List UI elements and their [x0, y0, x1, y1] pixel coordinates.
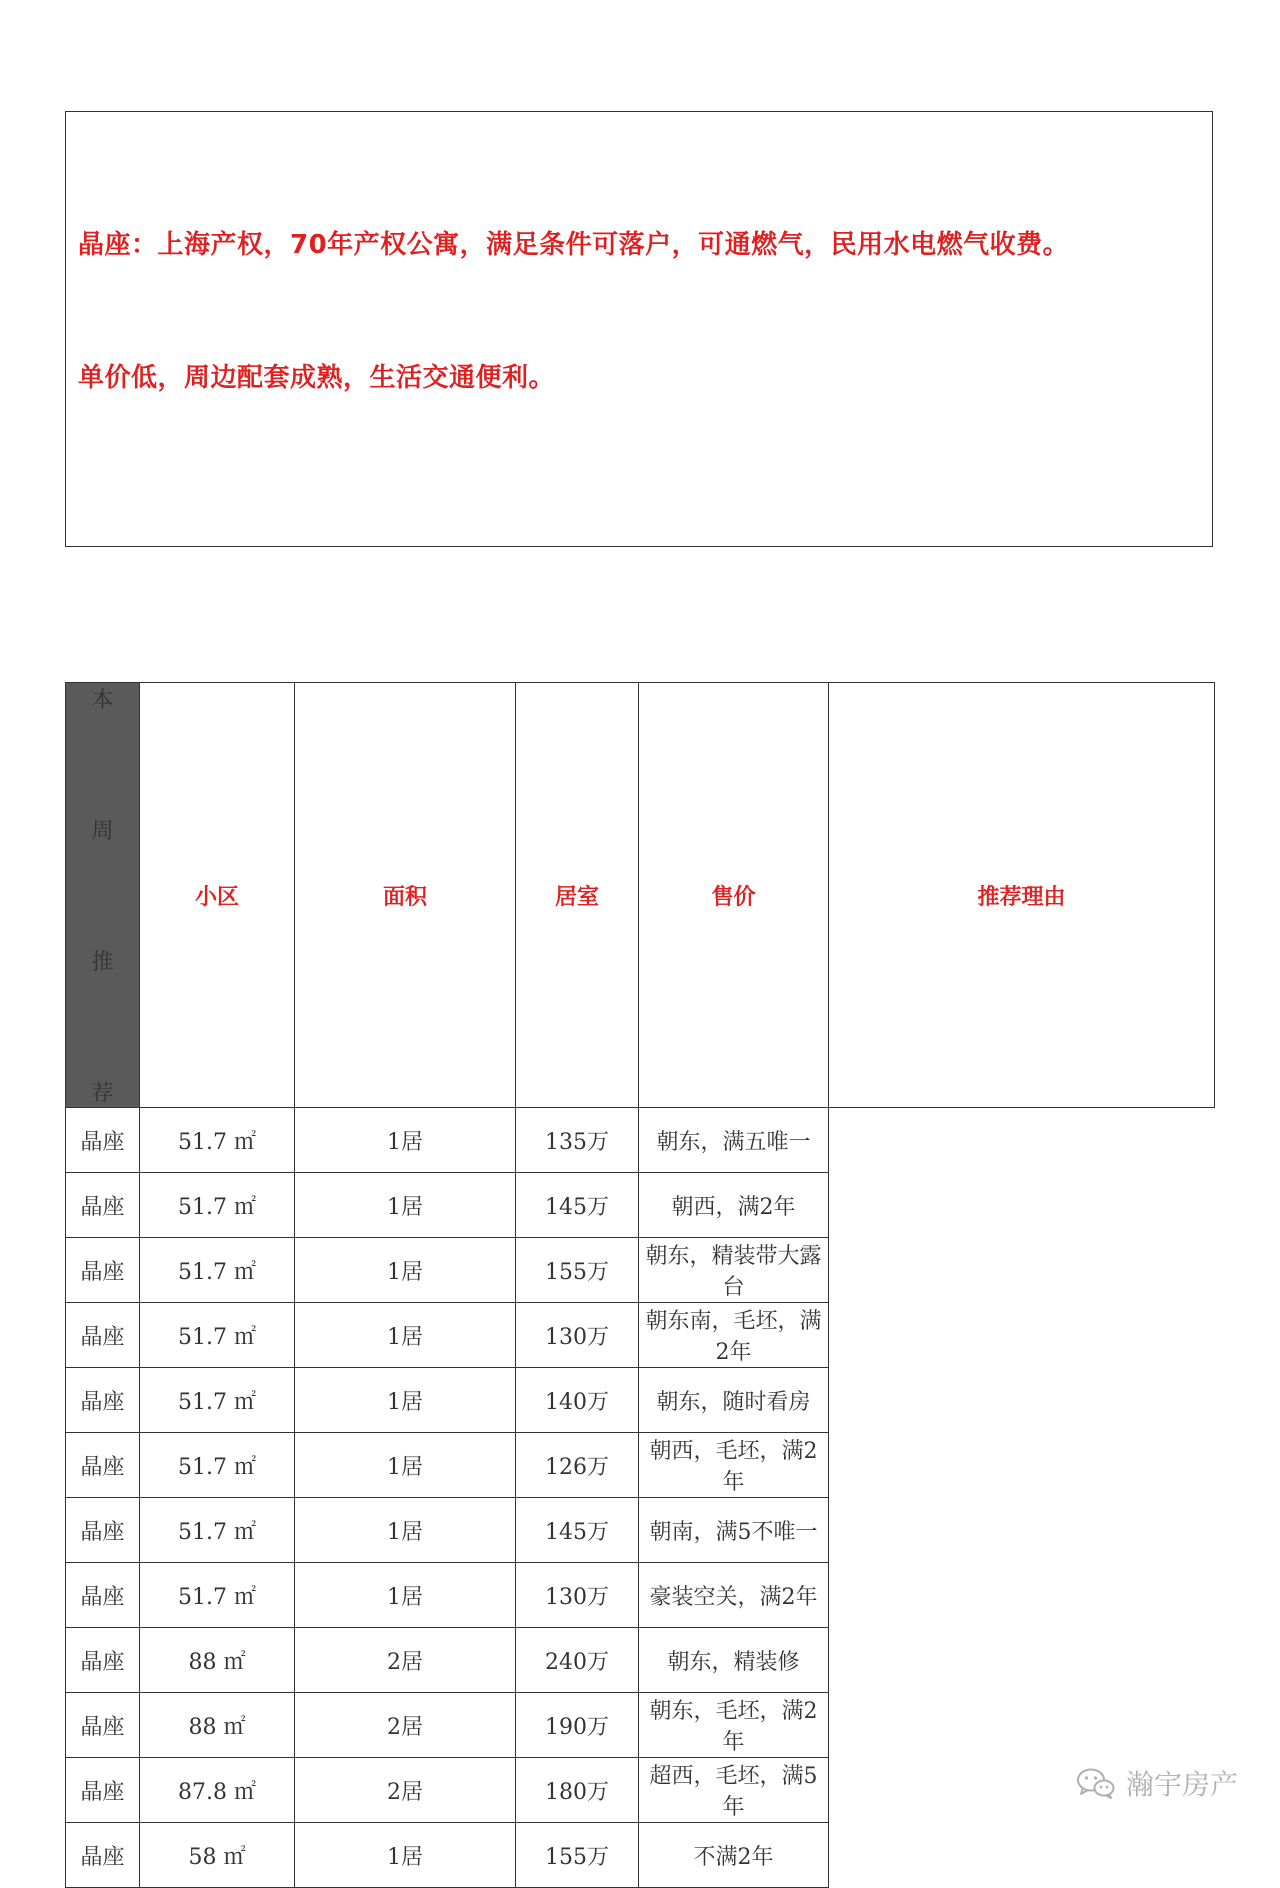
table-row — [66, 1758, 1215, 1823]
header-community: 小区 — [140, 683, 295, 1108]
cell-community: 晶座 — [66, 1173, 140, 1238]
cell-reason: 朝西，毛坯，满2年 — [639, 1433, 829, 1498]
side-label-char: 推 — [91, 950, 114, 975]
side-label-char: 本 — [91, 688, 114, 713]
cell-area: 51.7 ㎡ — [140, 1108, 295, 1173]
cell-area: 88 ㎡ — [140, 1693, 295, 1758]
table-row — [66, 1303, 1215, 1368]
cell-community: 晶座 — [66, 1368, 140, 1433]
watermark — [1076, 1763, 1238, 1803]
cell-rooms: 1居 — [295, 1303, 516, 1368]
cell-price: 145万 — [516, 1173, 639, 1238]
cell-rooms: 1居 — [295, 1498, 516, 1563]
listing-table — [65, 682, 1215, 1888]
cell-price: 155万 — [516, 1823, 639, 1888]
cell-reason: 不满2年 — [639, 1823, 829, 1888]
cell-community: 晶座 — [66, 1108, 140, 1173]
cell-area: 51.7 ㎡ — [140, 1498, 295, 1563]
cell-reason: 超西，毛坯，满5年 — [639, 1758, 829, 1823]
cell-area: 51.7 ㎡ — [140, 1173, 295, 1238]
wechat-icon — [1076, 1767, 1116, 1799]
cell-community: 晶座 — [66, 1693, 140, 1758]
cell-area: 51.7 ㎡ — [140, 1303, 295, 1368]
header-reason: 推荐理由 — [829, 683, 1215, 1108]
cell-community: 晶座 — [66, 1628, 140, 1693]
cell-reason: 朝东，毛坯，满2年 — [639, 1693, 829, 1758]
side-label — [66, 683, 140, 1108]
cell-reason: 豪装空关，满2年 — [639, 1563, 829, 1628]
cell-reason: 朝东，精装带大露台 — [639, 1238, 829, 1303]
table-row — [66, 1563, 1215, 1628]
cell-rooms: 1居 — [295, 1563, 516, 1628]
cell-price: 140万 — [516, 1368, 639, 1433]
cell-rooms: 1居 — [295, 1823, 516, 1888]
cell-rooms: 2居 — [295, 1628, 516, 1693]
table-row — [66, 1238, 1215, 1303]
cell-reason: 朝东南，毛坯，满2年 — [639, 1303, 829, 1368]
cell-community: 晶座 — [66, 1433, 140, 1498]
table-row — [66, 1628, 1215, 1693]
cell-price: 126万 — [516, 1433, 639, 1498]
cell-community: 晶座 — [66, 1238, 140, 1303]
cell-rooms: 1居 — [295, 1108, 516, 1173]
cell-price: 240万 — [516, 1628, 639, 1693]
cell-area: 51.7 ㎡ — [140, 1238, 295, 1303]
table-row — [66, 1498, 1215, 1563]
cell-rooms: 2居 — [295, 1758, 516, 1823]
cell-rooms: 1居 — [295, 1238, 516, 1303]
cell-price: 180万 — [516, 1758, 639, 1823]
table-row — [66, 1433, 1215, 1498]
side-label-char: 荐 — [91, 1081, 114, 1106]
cell-reason: 朝南，满5不唯一 — [639, 1498, 829, 1563]
table-row — [66, 1693, 1215, 1758]
cell-community: 晶座 — [66, 1303, 140, 1368]
cell-area: 58 ㎡ — [140, 1823, 295, 1888]
cell-rooms: 2居 — [295, 1693, 516, 1758]
cell-price: 130万 — [516, 1563, 639, 1628]
cell-price: 130万 — [516, 1303, 639, 1368]
cell-area: 51.7 ㎡ — [140, 1433, 295, 1498]
cell-price: 155万 — [516, 1238, 639, 1303]
intro-box — [65, 111, 1213, 547]
cell-reason: 朝东，满五唯一 — [639, 1108, 829, 1173]
header-price: 售价 — [639, 683, 829, 1108]
cell-reason: 朝西，满2年 — [639, 1173, 829, 1238]
cell-rooms: 1居 — [295, 1433, 516, 1498]
table-row — [66, 1108, 1215, 1173]
cell-area: 51.7 ㎡ — [140, 1368, 295, 1433]
intro-line-2: 单价低，周边配套成熟，生活交通便利。 — [78, 363, 556, 393]
watermark-text: 瀚宇房产 — [1125, 1768, 1238, 1801]
table-row — [66, 1368, 1215, 1433]
cell-area: 87.8 ㎡ — [140, 1758, 295, 1823]
cell-rooms: 1居 — [295, 1368, 516, 1433]
cell-community: 晶座 — [66, 1823, 140, 1888]
intro-line-1: 晶座：上海产权，70年产权公寓，满足条件可落户，可通燃气，民用水电燃气收费。 — [78, 230, 1070, 260]
cell-reason: 朝东，随时看房 — [639, 1368, 829, 1433]
cell-area: 51.7 ㎡ — [140, 1563, 295, 1628]
cell-community: 晶座 — [66, 1498, 140, 1563]
table-row — [66, 1823, 1215, 1888]
side-label-char: 周 — [91, 819, 114, 844]
table-body — [66, 1108, 1215, 1888]
header-rooms: 居室 — [516, 683, 639, 1108]
cell-reason: 朝东，精装修 — [639, 1628, 829, 1693]
cell-area: 88 ㎡ — [140, 1628, 295, 1693]
header-area: 面积 — [295, 683, 516, 1108]
cell-community: 晶座 — [66, 1563, 140, 1628]
cell-price: 190万 — [516, 1693, 639, 1758]
table-header-row — [66, 683, 1215, 1108]
cell-rooms: 1居 — [295, 1173, 516, 1238]
cell-price: 135万 — [516, 1108, 639, 1173]
cell-community: 晶座 — [66, 1758, 140, 1823]
cell-price: 145万 — [516, 1498, 639, 1563]
table-row — [66, 1173, 1215, 1238]
